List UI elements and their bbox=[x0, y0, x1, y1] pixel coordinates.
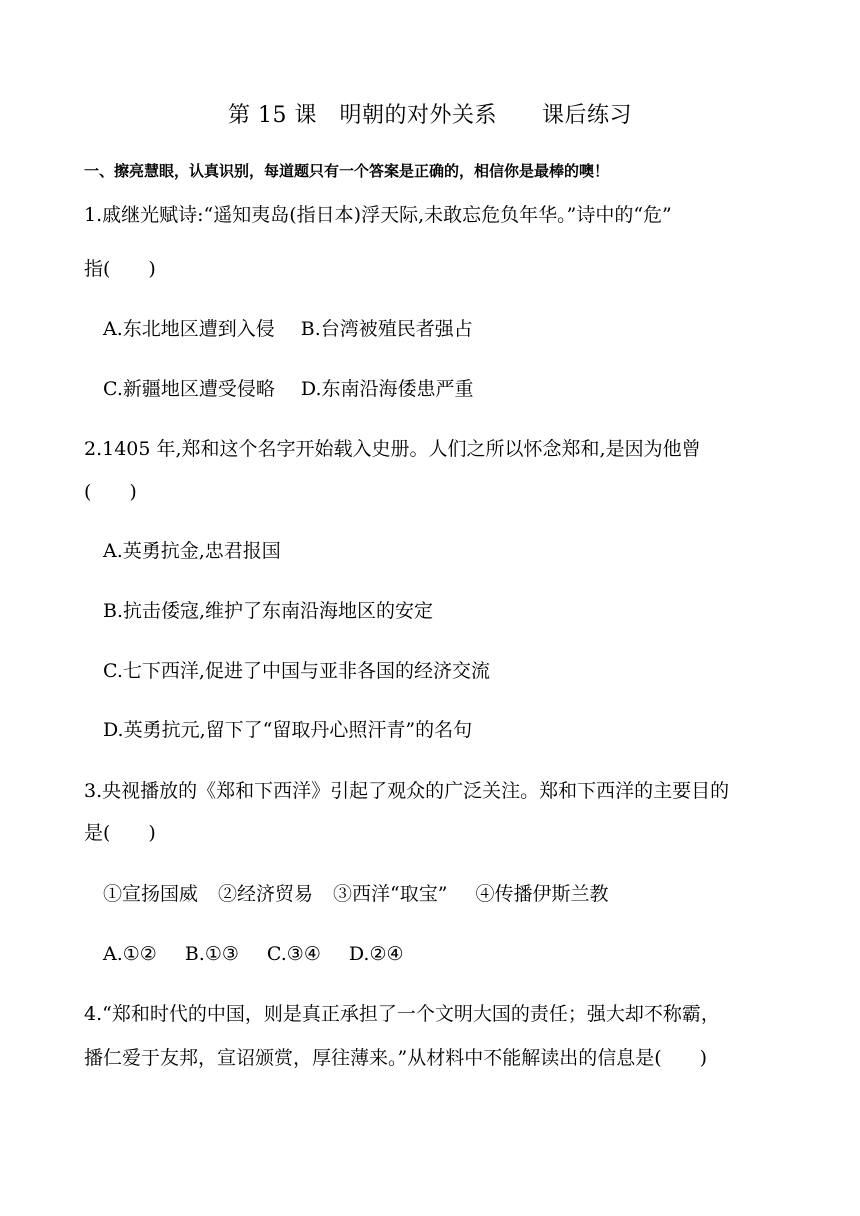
question-3-option-b[interactable]: B.①③ bbox=[184, 943, 239, 965]
question-2-option-d[interactable]: D.英勇抗元,留下了“留取丹心照汗青”的名句 bbox=[103, 719, 473, 741]
question-3-item-3: ③西洋“取宝” bbox=[333, 883, 448, 905]
question-3-item-4: ④传播伊斯兰教 bbox=[475, 883, 609, 905]
question-2-stem-line-2: ( ) bbox=[84, 481, 137, 503]
question-4-stem-line-2: 播仁爱于友邦，宣诏颁赏，厚往薄来。”从材料中不能解读出的信息是( ) bbox=[84, 1047, 708, 1069]
question-4-stem-line-1: 4.“郑和时代的中国，则是真正承担了一个文明大国的责任；强大却不称霸， bbox=[84, 1003, 720, 1025]
section-instruction: 一、擦亮慧眼，认真识别，每道题只有一个答案是正确的，相信你是最棒的噢！ bbox=[84, 162, 610, 180]
page-title: 第 15 课 明朝的对外关系 课后练习 bbox=[228, 103, 632, 128]
question-3-stem-line-2: 是( ) bbox=[84, 822, 156, 844]
question-2-option-b[interactable]: B.抗击倭寇,维护了东南沿海地区的安定 bbox=[103, 600, 434, 622]
question-3-items-row bbox=[103, 880, 608, 908]
question-3-option-a[interactable]: A.①② bbox=[103, 943, 157, 965]
question-1-option-b[interactable]: B.台湾被殖民者强占 bbox=[300, 318, 473, 340]
question-3-options-row bbox=[103, 940, 404, 968]
question-3-option-c[interactable]: C.③④ bbox=[266, 943, 321, 965]
question-1-option-a[interactable]: A.东北地区遭到入侵 bbox=[103, 318, 275, 340]
question-1-stem-line-2: 指( ) bbox=[84, 258, 156, 280]
question-1-stem-line-1: 1.戚继光赋诗:“遥知夷岛(指日本)浮天际,未敢忘危负年华。”诗中的“危” bbox=[84, 204, 672, 226]
question-2-stem-line-1: 2.1405 年,郑和这个名字开始载入史册。人们之所以怀念郑和,是因为他曾 bbox=[84, 438, 701, 460]
question-3-item-2: ②经济贸易 bbox=[218, 883, 314, 905]
question-3-option-d[interactable]: D.②④ bbox=[348, 943, 404, 965]
question-2-option-a[interactable]: A.英勇抗金,忠君报国 bbox=[103, 540, 281, 562]
question-1-option-c[interactable]: C.新疆地区遭受侵略 bbox=[103, 378, 275, 400]
question-3-item-1: ①宣扬国威 bbox=[103, 883, 199, 905]
question-3-stem-line-1: 3.央视播放的《郑和下西洋》引起了观众的广泛关注。郑和下西洋的主要目的 bbox=[84, 780, 730, 802]
question-1-options-row-1 bbox=[103, 315, 473, 343]
question-1-option-d[interactable]: D.东南沿海倭患严重 bbox=[300, 378, 474, 400]
question-1-options-row-2 bbox=[103, 375, 474, 403]
question-2-option-c[interactable]: C.七下西洋,促进了中国与亚非各国的经济交流 bbox=[103, 660, 490, 682]
